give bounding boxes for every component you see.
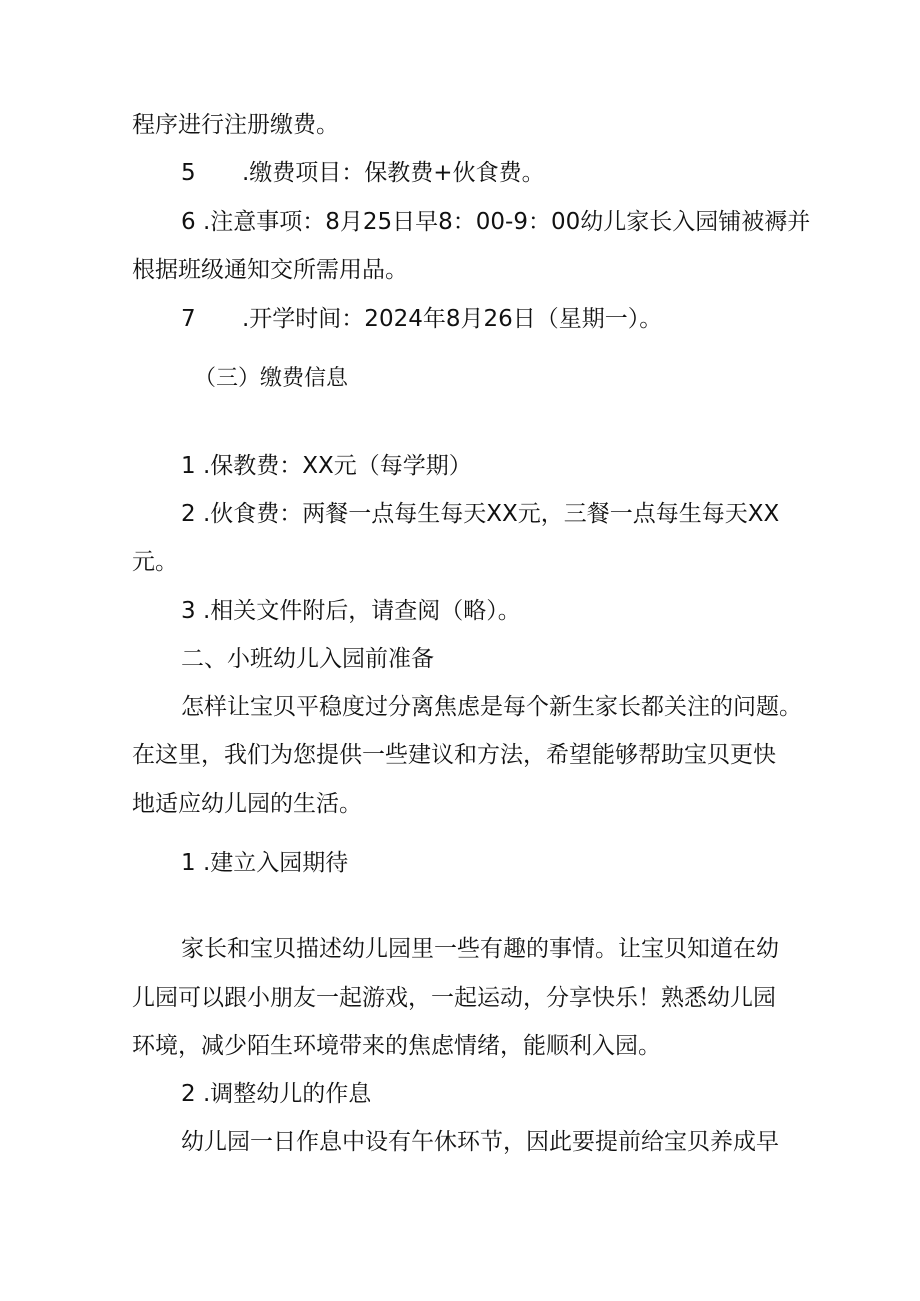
paragraph-line: 程序进行注册缴费。: [132, 112, 339, 138]
list-number: 5: [181, 160, 196, 186]
list-number: 7: [181, 306, 196, 332]
list-item-text: .开学时间：2024年8月26日（星期一）。: [242, 306, 663, 332]
section-heading: （三）缴费信息: [194, 366, 349, 391]
list-item: 2 .伙食费：两餐一点每生每天XX元，三餐一点每生每天XX: [181, 501, 780, 527]
paragraph-line: 儿园可以跟小朋友一起游戏，一起运动，分享快乐！熟悉幼儿园: [132, 985, 776, 1011]
subheading: 2 .调整幼儿的作息: [181, 1081, 372, 1107]
section-heading: 二、小班幼儿入园前准备: [181, 646, 434, 672]
paragraph-line: 在这里，我们为您提供一些建议和方法，希望能够帮助宝贝更快: [132, 742, 776, 768]
paragraph-line: 环境，减少陌生环境带来的焦虑情绪，能顺利入园。: [132, 1033, 661, 1059]
list-item: 1 .保教费：XX元（每学期）: [181, 453, 472, 479]
paragraph-line: 根据班级通知交所需用品。: [132, 257, 408, 283]
paragraph-line: 怎样让宝贝平稳度过分离焦虑是每个新生家长都关注的问题。: [181, 694, 802, 720]
paragraph-line: 幼儿园一日作息中设有午休环节，因此要提前给宝贝养成早: [181, 1129, 779, 1155]
list-item-text: .缴费项目：保教费+伙食费。: [242, 160, 545, 186]
list-item: 6 .注意事项：8月25日早8：00-9：00幼儿家长入园铺被褥并: [181, 209, 811, 235]
paragraph-line: 元。: [132, 549, 178, 575]
paragraph-line: 地适应幼儿园的生活。: [132, 791, 362, 817]
list-item: 3 .相关文件附后，请查阅（略）。: [181, 598, 521, 624]
subheading: 1 .建立入园期待: [181, 850, 349, 876]
paragraph-line: 家长和宝贝描述幼儿园里一些有趣的事情。让宝贝知道在幼: [181, 936, 779, 962]
